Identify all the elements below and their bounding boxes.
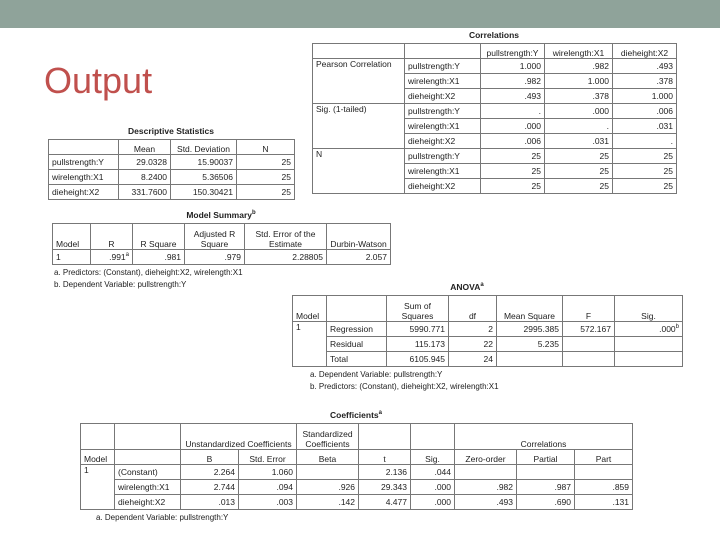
correlations-table [312, 30, 676, 194]
header-cell [115, 424, 181, 450]
footnote-marker: b [675, 324, 679, 331]
anova-title-text: ANOVA [450, 282, 481, 292]
correlations-title: Correlations [468, 30, 520, 40]
cell-value: .000 [659, 324, 676, 334]
header-cell: N [237, 140, 295, 155]
row-label: dieheight:X2 [405, 134, 481, 149]
table-row [81, 465, 633, 480]
cell: .013 [181, 495, 239, 510]
header-cell [327, 296, 387, 322]
cell [517, 465, 575, 480]
cell: .031 [613, 119, 677, 134]
cell: 2 [449, 322, 497, 337]
model-number: 1 [81, 465, 115, 510]
cell: . [481, 104, 545, 119]
header-cell: Model [53, 224, 91, 250]
cell: .094 [239, 480, 297, 495]
row-label: wirelength:X1 [405, 164, 481, 179]
header-cell: Sig. [615, 296, 683, 322]
table-row [49, 185, 295, 200]
cell: 25 [545, 179, 613, 194]
row-label: Total [327, 352, 387, 367]
header-cell [411, 424, 455, 450]
cell [575, 465, 633, 480]
cell: .926 [297, 480, 359, 495]
table-row [313, 59, 677, 74]
header-cell: Std. Error of the Estimate [245, 224, 327, 250]
table-header-row [81, 450, 633, 465]
coefficients-title-text: Coefficients [330, 410, 379, 420]
cell: 2.744 [181, 480, 239, 495]
row-label: pullstrength:Y [405, 59, 481, 74]
row-label: dieheight:X2 [405, 179, 481, 194]
row-label: pullstrength:Y [49, 155, 119, 170]
table-row [49, 155, 295, 170]
cell: .000 [545, 104, 613, 119]
cell: .378 [613, 74, 677, 89]
table-row [293, 352, 683, 367]
cell: 25 [237, 155, 295, 170]
cell: .982 [455, 480, 517, 495]
cell: .000 [411, 495, 455, 510]
header-cell: B [181, 450, 239, 465]
header-cell: Durbin-Watson [327, 224, 391, 250]
group-header: Unstandardized Coefficients [181, 424, 297, 450]
group-header: Correlations [455, 424, 633, 450]
header-cell: Mean [119, 140, 171, 155]
cell: 331.7600 [119, 185, 171, 200]
cell: 25 [237, 185, 295, 200]
row-label: wirelength:X1 [115, 480, 181, 495]
cell: 25 [545, 149, 613, 164]
anova-table [292, 282, 682, 393]
footnote-marker: a [480, 282, 484, 289]
table-header-row [53, 224, 391, 250]
group-header: Standardized Coefficients [297, 424, 359, 450]
model-number: 1 [293, 322, 327, 367]
cell: 4.477 [359, 495, 411, 510]
group-label: Sig. (1-tailed) [313, 104, 405, 149]
slide-title: Output [44, 60, 153, 101]
cell: .981 [133, 250, 185, 265]
cell: 2.28805 [245, 250, 327, 265]
cell: 15.90037 [171, 155, 237, 170]
cell: 2.264 [181, 465, 239, 480]
footnote: a. Dependent Variable: pullstrength:Y [96, 513, 229, 522]
cell: .979 [185, 250, 245, 265]
cell: 8.2400 [119, 170, 171, 185]
row-label: dieheight:X2 [49, 185, 119, 200]
cell: 2.136 [359, 465, 411, 480]
cell: .044 [411, 465, 455, 480]
cell: .378 [545, 89, 613, 104]
cell: 25 [481, 164, 545, 179]
cell: .982 [545, 59, 613, 74]
cell: 25 [545, 164, 613, 179]
table-row [81, 495, 633, 510]
cell: 25 [613, 164, 677, 179]
table-row [81, 480, 633, 495]
cell [563, 352, 615, 367]
cell: 22 [449, 337, 497, 352]
cell [91, 250, 133, 265]
header-cell: wirelength:X1 [545, 44, 613, 59]
table-row [313, 149, 677, 164]
row-label: Regression [327, 322, 387, 337]
cell: .131 [575, 495, 633, 510]
header-cell: Mean Square [497, 296, 563, 322]
coefficients-title [80, 410, 632, 420]
descriptive-statistics-table [48, 126, 294, 200]
row-label: wirelength:X1 [405, 74, 481, 89]
cell: 25 [237, 170, 295, 185]
cell [615, 337, 683, 352]
header-cell [49, 140, 119, 155]
header-cell [359, 424, 411, 450]
cell: .987 [517, 480, 575, 495]
model-summary-table [52, 210, 390, 291]
cell [455, 465, 517, 480]
model-summary-title [52, 210, 390, 220]
header-cell: Std. Deviation [171, 140, 237, 155]
cell: .493 [613, 59, 677, 74]
cell: 1.000 [481, 59, 545, 74]
group-label: Pearson Correlation [313, 59, 405, 104]
header-cell: R [91, 224, 133, 250]
cell: .859 [575, 480, 633, 495]
cell: 25 [613, 179, 677, 194]
row-label: dieheight:X2 [405, 89, 481, 104]
cell: .493 [481, 89, 545, 104]
header-cell: Adjusted R Square [185, 224, 245, 250]
header-cell [313, 44, 405, 59]
cell: . [545, 119, 613, 134]
row-label: wirelength:X1 [405, 119, 481, 134]
row-label: pullstrength:Y [405, 149, 481, 164]
cell: .000 [481, 119, 545, 134]
group-label: N [313, 149, 405, 194]
cell: .031 [545, 134, 613, 149]
row-label: (Constant) [115, 465, 181, 480]
cell: .982 [481, 74, 545, 89]
cell: 25 [481, 149, 545, 164]
row-label: wirelength:X1 [49, 170, 119, 185]
cell: 5.235 [497, 337, 563, 352]
header-cell [81, 424, 115, 450]
header-cell: Beta [297, 450, 359, 465]
cell: 150.30421 [171, 185, 237, 200]
row-label: dieheight:X2 [115, 495, 181, 510]
cell: .493 [455, 495, 517, 510]
cell: . [613, 134, 677, 149]
footnote: b. Dependent Variable: pullstrength:Y [54, 280, 187, 289]
cell: 1.000 [545, 74, 613, 89]
cell: 1.000 [613, 89, 677, 104]
cell: .690 [517, 495, 575, 510]
coefficients-table [80, 410, 632, 524]
header-cell: Zero-order [455, 450, 517, 465]
header-cell: F [563, 296, 615, 322]
header-cell: Std. Error [239, 450, 297, 465]
cell: .006 [613, 104, 677, 119]
header-cell: Sig. [411, 450, 455, 465]
cell: .003 [239, 495, 297, 510]
footnote-marker: a [125, 252, 129, 259]
header-cell: R Square [133, 224, 185, 250]
header-cell: dieheight:X2 [613, 44, 677, 59]
cell: 29.0328 [119, 155, 171, 170]
cell: 1.060 [239, 465, 297, 480]
anova-title [292, 282, 682, 292]
cell: 1 [53, 250, 91, 265]
cell: 572.167 [563, 322, 615, 337]
header-cell: Partial [517, 450, 575, 465]
table-row [293, 337, 683, 352]
header-cell [115, 450, 181, 465]
header-cell: pullstrength:Y [481, 44, 545, 59]
footnote-marker: a [378, 410, 382, 417]
table-header-row [49, 140, 295, 155]
table-group-header-row [81, 424, 633, 450]
table-header-row [293, 296, 683, 322]
cell: .142 [297, 495, 359, 510]
header-cell: Part [575, 450, 633, 465]
cell: 29.343 [359, 480, 411, 495]
row-label: Residual [327, 337, 387, 352]
header-cell: Sum of Squares [387, 296, 449, 322]
header-cell: Model [293, 296, 327, 322]
cell [615, 322, 683, 337]
cell: .000 [411, 480, 455, 495]
cell: 5990.771 [387, 322, 449, 337]
footnote: a. Dependent Variable: pullstrength:Y [310, 370, 443, 379]
footnote: a. Predictors: (Constant), dieheight:X2, wirelength:X1 [54, 268, 243, 277]
cell: 2.057 [327, 250, 391, 265]
cell: 25 [481, 179, 545, 194]
header-cell: Model [81, 450, 115, 465]
header-cell [405, 44, 481, 59]
cell [497, 352, 563, 367]
cell: 25 [613, 149, 677, 164]
cell [563, 337, 615, 352]
model-summary-title-text: Model Summary [186, 210, 252, 220]
table-row [313, 104, 677, 119]
table-header-row [313, 44, 677, 59]
cell: 2995.385 [497, 322, 563, 337]
cell [615, 352, 683, 367]
row-label: pullstrength:Y [405, 104, 481, 119]
cell: 115.173 [387, 337, 449, 352]
cell: 5.36506 [171, 170, 237, 185]
table-row [53, 250, 391, 265]
cell: 6105.945 [387, 352, 449, 367]
cell [297, 465, 359, 480]
header-cell: t [359, 450, 411, 465]
footnote: b. Predictors: (Constant), dieheight:X2, wirelength:X1 [310, 382, 499, 391]
table-row [293, 322, 683, 337]
footnote-marker: b [251, 210, 256, 217]
descriptive-title: Descriptive Statistics [128, 126, 214, 136]
cell: .006 [481, 134, 545, 149]
slide-top-bar [0, 0, 720, 28]
header-cell: df [449, 296, 497, 322]
cell: 24 [449, 352, 497, 367]
cell-value: .991 [109, 252, 126, 262]
table-row [49, 170, 295, 185]
